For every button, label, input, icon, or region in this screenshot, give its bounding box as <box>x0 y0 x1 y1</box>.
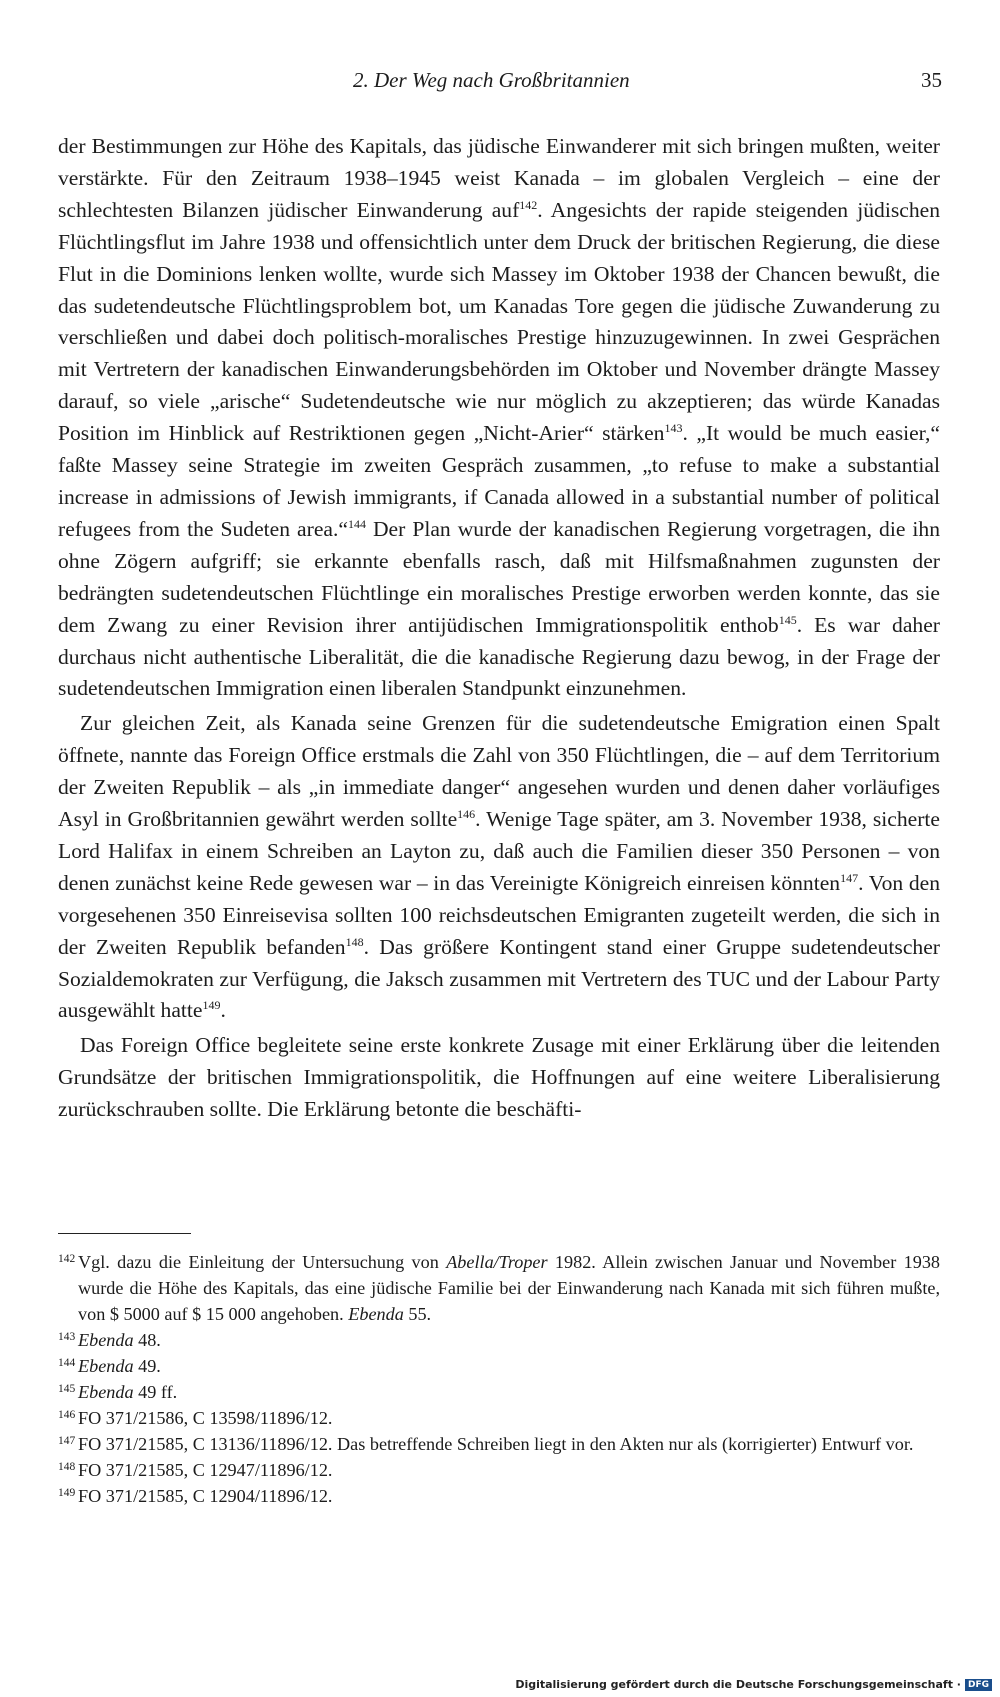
footnote-ref: 145 <box>778 612 797 627</box>
footnote-separator <box>58 1233 191 1234</box>
credit-text: Digitalisierung gefördert durch die Deutsche Forschungsgemeinschaft · <box>515 1678 961 1691</box>
footnote-ref: 144 <box>347 516 366 531</box>
page-number: 35 <box>921 68 942 92</box>
footnote: 142 Vgl. dazu die Einleitung der Untersuchung von Abella/Troper 1982. Allein zwischen Januar und November 1938 wurde die Höhe des Kapitals, das eine jüdische Familie bei der Einwanderung nach Kanada mit sich führen mußte, von $ 5000 auf $ 15 000 angehoben. Ebenda 55. <box>58 1252 941 1324</box>
paragraph-1: der Bestimmungen zur Höhe des Kapitals, das jüdische Einwanderer mit sich bringen mußten, weiter verstärkte. Für den Zeitraum 1938–1945 weist Kanada – im globalen Vergleich – eine der schlechtesten Bilanzen jüdischer Einwanderung auf$^{142}$. Angesichts der rapide steigenden jüdischen Flüchtlingsflut im Jahre 1938 und offensichtlich unter dem Druck der britischen Regierung, die diese Flut in die Dominions lenken wollte, wurde sich Massey im Oktober 1938 der Chancen bewußt, die das sudetendeutsche Flüchtlingsproblem bot, um Kanadas Tore gegen die jüdische Zuwanderung zu verschließen und dabei doch politisch-moralisches Prestige hinzuzugewinnen. In zwei Gesprächen mit Vertretern der kanadischen Einwanderungsbehörden im Oktober und November drängte Massey darauf, so viele „arische“ Sudetendeutsche wie nur möglich zu akzeptieren; das würde Kanadas Position im Hinblick auf Restriktionen gegen „Nicht-Arier“ stärken$^{143}$. „It would be much easier,“ faßte Massey seine Strategie im zweiten Gespräch zusammen, „to refuse to make a substantial increase in admissions of Jewish immigrants, if Canada allowed in a substantial number of political refugees from the Sudeten area.“$^{144}$ Der Plan wurde der kanadischen Regierung vorgetragen, die ihn ohne Zögern aufgriff; sie erkannte ebenfalls rasch, daß mit Hilfsmaßnahmen zugunsten der bedrängten sudetendeutschen Flüchtlinge ein moralisches Prestige erworben werden konnte, das sie dem Zwang zu einer Revision ihrer antijüdischen Immigrationspolitik enthob$^{145}$. Es war daher durchaus nicht authentische Liberalität, die die kanadische Regierung dazu bewog, in der Frage der sudetendeutschen Immigration einen liberalen Standpunkt einzunehmen. <box>58 134 941 701</box>
footnote: 147 FO 371/21585, C 13136/11896/12. Das betreffende Schreiben liegt in den Akten nur als (korrigierter) Entwurf vor. <box>58 1434 914 1454</box>
footnote-ref: 148 <box>345 934 364 949</box>
footnote-ref: 147 <box>840 870 859 885</box>
running-title: 2. Der Weg nach Großbritannien <box>353 68 630 92</box>
running-header <box>58 68 942 98</box>
paragraph-2: Zur gleichen Zeit, als Kanada seine Grenzen für die sudetendeutsche Emigration einen Spalt öffnete, nannte das Foreign Office erstmals die Zahl von 350 Flüchtlingen, die – auf dem Territorium der Zweiten Republik – als „in immediate danger“ angesehen wurden und denen daher vorläufiges Asyl in Großbritannien gewährt werden sollte$^{146}$. Wenige Tage später, am 3. November 1938, sicherte Lord Halifax in einem Schreiben an Layton zu, daß auch die Familien dieser 350 Personen – von denen zunächst keine Rede gewesen war – in das Vereinigte Königreich einreisen könnten$^{147}$. Von den vorgesehenen 350 Einreisevisa sollten 100 reichsdeutschen Emigranten zugeteilt werden, die sich in der Zweiten Republik befanden$^{148}$. Das größere Kontingent stand einer Gruppe sudetendeutscher Sozialdemokraten zur Verfügung, die Jaksch zusammen mit Vertretern des TUC und der Labour Party ausgewählt hatte$^{149}$. <box>58 711 940 1023</box>
footnote: 144 Ebenda 49. <box>58 1356 161 1376</box>
paragraph-3: Das Foreign Office begleitete seine erste konkrete Zusage mit einer Erklärung über die leitenden Grundsätze der britischen Immigrationspolitik, die Hoffnungen auf eine weitere Liberalisierung zurückschrauben sollte. Die Erklärung betonte die beschäfti- <box>58 1033 940 1122</box>
footnote: 145 Ebenda 49 ff. <box>58 1382 178 1402</box>
footnote-ref: 143 <box>664 421 683 436</box>
main-text <box>58 131 940 1126</box>
footnote: 143 Ebenda 48. <box>58 1330 161 1350</box>
footnotes <box>58 1249 940 1509</box>
footnote-ref: 149 <box>202 998 221 1013</box>
footnote-ref: 142 <box>519 197 538 212</box>
digitization-credit <box>515 1678 992 1691</box>
footnote-ref: 146 <box>457 807 476 822</box>
footnote: 146 FO 371/21586, C 13598/11896/12. <box>58 1408 333 1428</box>
dfg-logo: DFG <box>965 1679 992 1691</box>
footnote: 149 FO 371/21585, C 12904/11896/12. <box>58 1486 333 1506</box>
footnote: 148 FO 371/21585, C 12947/11896/12. <box>58 1460 333 1480</box>
